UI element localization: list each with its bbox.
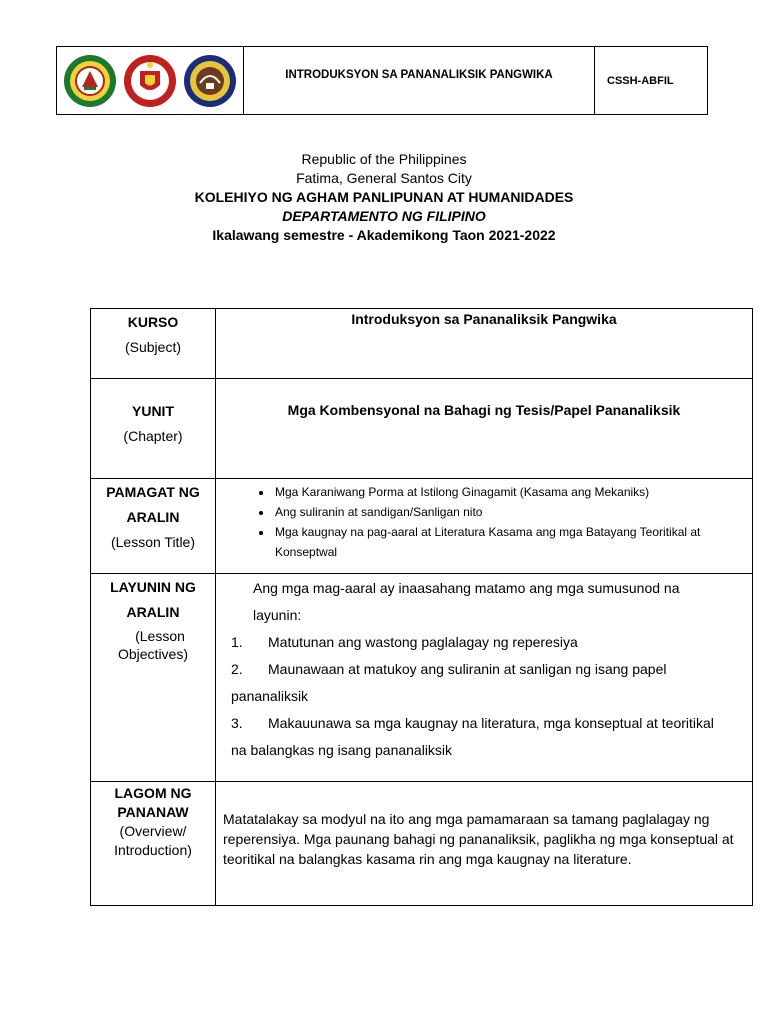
layunin-sublabel-2: Objectives) <box>117 646 189 662</box>
label-cell-pamagat <box>91 479 216 574</box>
header-code: CSSH-ABFIL <box>607 74 674 87</box>
label-cell-lagom <box>91 782 216 906</box>
university-seal-icon <box>62 53 118 109</box>
layunin-label-2: ARALIN <box>126 604 180 620</box>
row-pamagat <box>91 479 753 574</box>
objectives-intro: Ang mga mag-aaral ay inaasahang matamo ang mga sumusunod na <box>253 580 680 596</box>
logo-group <box>57 47 244 114</box>
department-seal-icon <box>182 53 238 109</box>
lesson-title-list <box>217 480 751 562</box>
list-item: • Ang suliranin at sandigan/Sanligan nito <box>273 502 751 522</box>
objective-item-3: 3. Makauunawa sa mga kaugnay na literatura, mga konseptual at teoritikal <box>231 715 714 731</box>
list-item: • Mga Karaniwang Porma at Istilong Ginagamit (Kasama ang Mekaniks) <box>273 482 751 502</box>
kurso-value: Introduksyon sa Pananaliksik Pangwika <box>351 311 617 327</box>
document-header <box>56 46 708 115</box>
lagom-sublabel-2: Introduction) <box>114 842 192 858</box>
objectives-intro-cont: layunin: <box>253 607 302 623</box>
layunin-label-1: LAYUNIN NG <box>110 579 196 595</box>
lagom-sublabel-1: (Overview/ <box>119 823 187 839</box>
label-cell-kurso <box>91 309 216 379</box>
content-cell-kurso <box>216 309 753 379</box>
objective-item-1: 1. Matutunan ang wastong paglalagay ng reperesiya <box>231 634 578 650</box>
label-cell-yunit <box>91 379 216 479</box>
header-title: INTRODUKSYON SA PANANALIKSIK PANGWIKA <box>244 47 595 114</box>
overview-text: Matatalakay sa modyul na ito ang mga pamamaraan sa tamang paglalagay ng reperensiya. Mga paunang bahagi ng pananaliksik, paglikha ng mga konseptual at teoritikal na balangkas kasama rin ang mga kaugnay na literature. <box>223 811 734 867</box>
module-info-table <box>90 308 753 906</box>
department-name: DEPARTAMENTO NG FILIPINO <box>282 208 486 224</box>
kurso-sublabel: (Subject) <box>124 339 182 355</box>
kurso-label: KURSO <box>127 314 179 330</box>
row-yunit <box>91 379 753 479</box>
semester-line: Ikalawang semestre - Akademikong Taon 2021-2022 <box>212 227 556 243</box>
yunit-label: YUNIT <box>132 403 174 419</box>
label-cell-layunin <box>91 574 216 782</box>
pamagat-label-2: ARALIN <box>126 509 180 525</box>
city-line: Fatima, General Santos City <box>296 170 472 186</box>
college-name: KOLEHIYO NG AGHAM PANLIPUNAN AT HUMANIDADES <box>194 189 574 205</box>
pamagat-label-1: PAMAGAT NG <box>106 484 200 500</box>
row-layunin <box>91 574 753 782</box>
lagom-label-2: PANANAW <box>117 804 189 820</box>
republic-line: Republic of the Philippines <box>301 151 467 167</box>
yunit-sublabel: (Chapter) <box>123 428 183 444</box>
objective-item-2: 2. Maunawaan at matukoy ang suliranin at sanligan ng isang papel <box>231 661 667 677</box>
college-seal-icon <box>122 53 178 109</box>
lagom-label-1: LAGOM NG <box>114 785 192 801</box>
content-cell-lagom <box>216 782 753 906</box>
content-cell-yunit <box>216 379 753 479</box>
objectives-block <box>217 575 751 764</box>
content-cell-layunin <box>216 574 753 782</box>
institution-block <box>0 150 768 245</box>
pamagat-sublabel: (Lesson Title) <box>110 534 196 550</box>
objective-item-3-cont: na balangkas ng isang pananaliksik <box>231 742 453 758</box>
content-cell-pamagat <box>216 479 753 574</box>
objective-item-2-cont: pananaliksik <box>231 688 309 704</box>
layunin-sublabel-1: (Lesson <box>135 628 185 644</box>
row-lagom <box>91 782 753 906</box>
yunit-value: Mga Kombensyonal na Bahagi ng Tesis/Papel Pananaliksik <box>287 402 681 418</box>
row-kurso <box>91 309 753 379</box>
list-item: • Mga kaugnay na pag-aaral at Literatura Kasama ang mga Batayang Teoritikal at Konseptwal <box>273 522 751 562</box>
